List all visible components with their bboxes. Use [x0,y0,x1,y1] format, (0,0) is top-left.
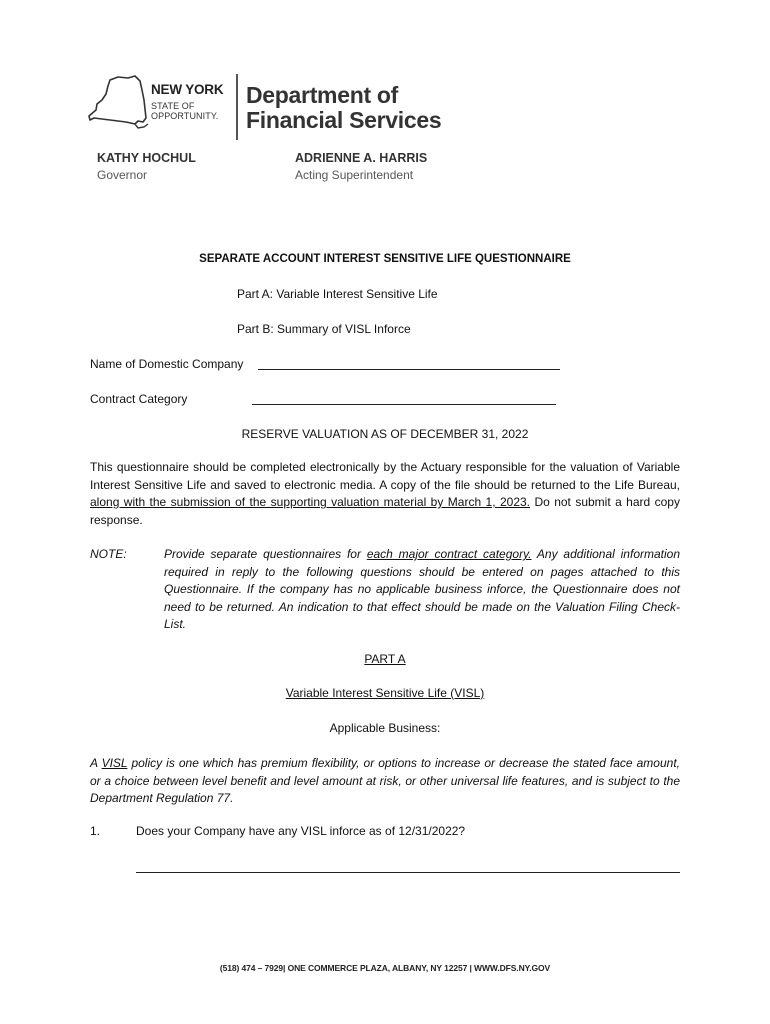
visl-heading: Variable Interest Sensitive Life (VISL) [285,686,485,700]
logo-dept-line1: Department of [246,82,399,108]
logo-state-name: NEW YORK [151,82,224,97]
part-b-line: Part B: Summary of VISL Inforce [237,322,411,336]
footer-contact: (518) 474 – 7929| ONE COMMERCE PLAZA, ALBANY, NY 12257 | WWW.DFS.NY.GOV [219,963,551,973]
note-label: NOTE: [90,547,127,561]
question-1-text: Does your Company have any VISL inforce as of 12/31/2022? [136,824,466,838]
superintendent-title: Acting Superintendent [295,168,414,182]
contract-category-label: Contract Category [90,392,188,406]
intro-underlined: along with the submission of the supporting valuation material by March 1, 2023. [90,495,531,509]
note-underlined: each major contract category. [366,547,532,561]
intro-text-2: Do not submit a hard copy response. [90,495,680,527]
note-text-1: Provide separate questionnaires for [164,547,367,561]
definition-text-2: policy is one which has premium flexibility, or options to increase or decrease the stated face amount, or a choice between level benefit and level amount at risk, or other universal life features, and is subject to the Department Regulation 77. [90,756,680,805]
applicable-business-heading: Applicable Business: [329,721,441,735]
note-text-2: Any additional information required in reply to the following questions should be entered on pages attached to this Questionnaire. If the company has no applicable business inforce, the Questionnaire does not need to be returned. An indication to that effect should be made on the Valuation Filing Check-List. [164,547,681,631]
intro-text-1: This questionnaire should be completed electronically by the Actuary responsible for the valuation of Variable Interest Sensitive Life and saved to electronic media. A copy of the file should be returned to the Life Bureau, [90,460,680,492]
question-1-number: 1. [90,824,101,838]
new-york-state-outline-icon [88,74,150,132]
document-title: SEPARATE ACCOUNT INTEREST SENSITIVE LIFE QUESTIONNAIRE [199,253,571,265]
definition-underlined: VISL [101,756,128,770]
question-1-answer-field[interactable] [136,861,680,873]
logo-tagline-line2: OPPORTUNITY. [151,111,219,121]
company-name-label: Name of Domestic Company [90,357,244,371]
intro-paragraph [90,459,680,529]
part-a-heading: PART A [364,652,406,666]
reserve-valuation-heading: RESERVE VALUATION AS OF DECEMBER 31, 2022 [241,427,529,441]
part-a-line: Part A: Variable Interest Sensitive Life [237,287,438,301]
contract-category-field[interactable] [252,393,556,405]
superintendent-name: ADRIENNE A. HARRIS [295,151,428,165]
company-name-field[interactable] [258,358,560,370]
governor-name: KATHY HOCHUL [97,151,196,165]
note-paragraph [164,546,680,634]
logo-dept-line2: Financial Services [246,107,442,133]
definition-text-1: A [90,756,102,770]
visl-definition-paragraph [90,755,680,808]
dfs-logo [88,72,448,144]
logo-divider [236,74,238,140]
logo-tagline-line1: STATE OF [151,101,195,111]
governor-title: Governor [97,168,148,182]
